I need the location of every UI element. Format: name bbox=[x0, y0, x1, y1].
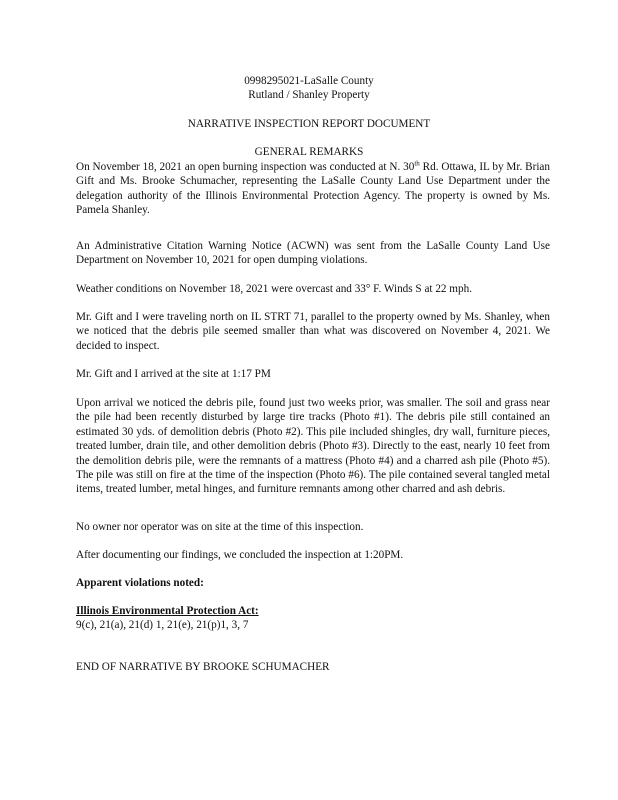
paragraph-travel: Mr. Gift and I were traveling north on IL STRT 71, parallel to the property owned by Ms. Shanley, when we noticed that the debris pile seemed smaller than what was discovered on November 4, 2021. We decided to inspect. bbox=[76, 311, 550, 352]
property-name: Rutland / Shanley Property bbox=[248, 89, 370, 101]
violations-sections: 9(c), 21(a), 21(d) 1, 21(e), 21(p)1, 3, 7 bbox=[76, 619, 249, 631]
section-title: GENERAL REMARKS bbox=[254, 146, 364, 158]
case-number: 0998295021-LaSalle County bbox=[244, 75, 374, 87]
document-title: NARRATIVE INSPECTION REPORT DOCUMENT bbox=[187, 118, 431, 130]
violations-act-title: Illinois Environmental Protection Act: bbox=[76, 605, 259, 617]
paragraph-weather: Weather conditions on November 18, 2021 were overcast and 33° F. Winds S at 22 mph. bbox=[76, 283, 472, 295]
paragraph-inspection-intro: On November 18, 2021 an open burning inspection was conducted at N. 30th Rd. Ottawa, IL by Mr. Brian Gift and Ms. Brooke Schumacher, representing the LaSalle County Land Use Department under the delegation authority of the Illinois Environmental Protection Agency. The property is owned by Ms. Pamela Shanley. bbox=[76, 159, 550, 217]
paragraph-conclusion: After documenting our findings, we concluded the inspection at 1:20PM. bbox=[76, 549, 404, 561]
paragraph-acwn: An Administrative Citation Warning Notice (ACWN) was sent from the LaSalle County Land Use Department on November 10, 2021 for open dumping violations. bbox=[76, 240, 550, 267]
paragraph-arrival-time: Mr. Gift and I arrived at the site at 1:17 PM bbox=[76, 368, 271, 380]
paragraph-owner-absent: No owner nor operator was on site at the time of this inspection. bbox=[76, 521, 364, 533]
end-of-narrative: END OF NARRATIVE BY BROOKE SCHUMACHER bbox=[76, 661, 330, 673]
violations-heading: Apparent violations noted: bbox=[76, 577, 204, 589]
paragraph-observations: Upon arrival we noticed the debris pile, found just two weeks prior, was smaller. The soil and grass near the pile had been recently disturbed by large tire tracks (Photo #1). The debris pile still contained an estimated 30 yds. of demolition debris (Photo #2). This pile included shingles, dry wall, furniture pieces, treated lumber, drain tile, and other demolition debris (Photo #3). Directly to the east, nearly 10 feet from the demolition debris pile, were the remnants of a mattress (Photo #4) and a charred ash pile (Photo #5). The pile was still on fire at the time of the inspection (Photo #6). The pile contained several tangled metal items, treated lumber, metal hinges, and furniture remnants among other charred and ash debris. bbox=[76, 397, 550, 496]
